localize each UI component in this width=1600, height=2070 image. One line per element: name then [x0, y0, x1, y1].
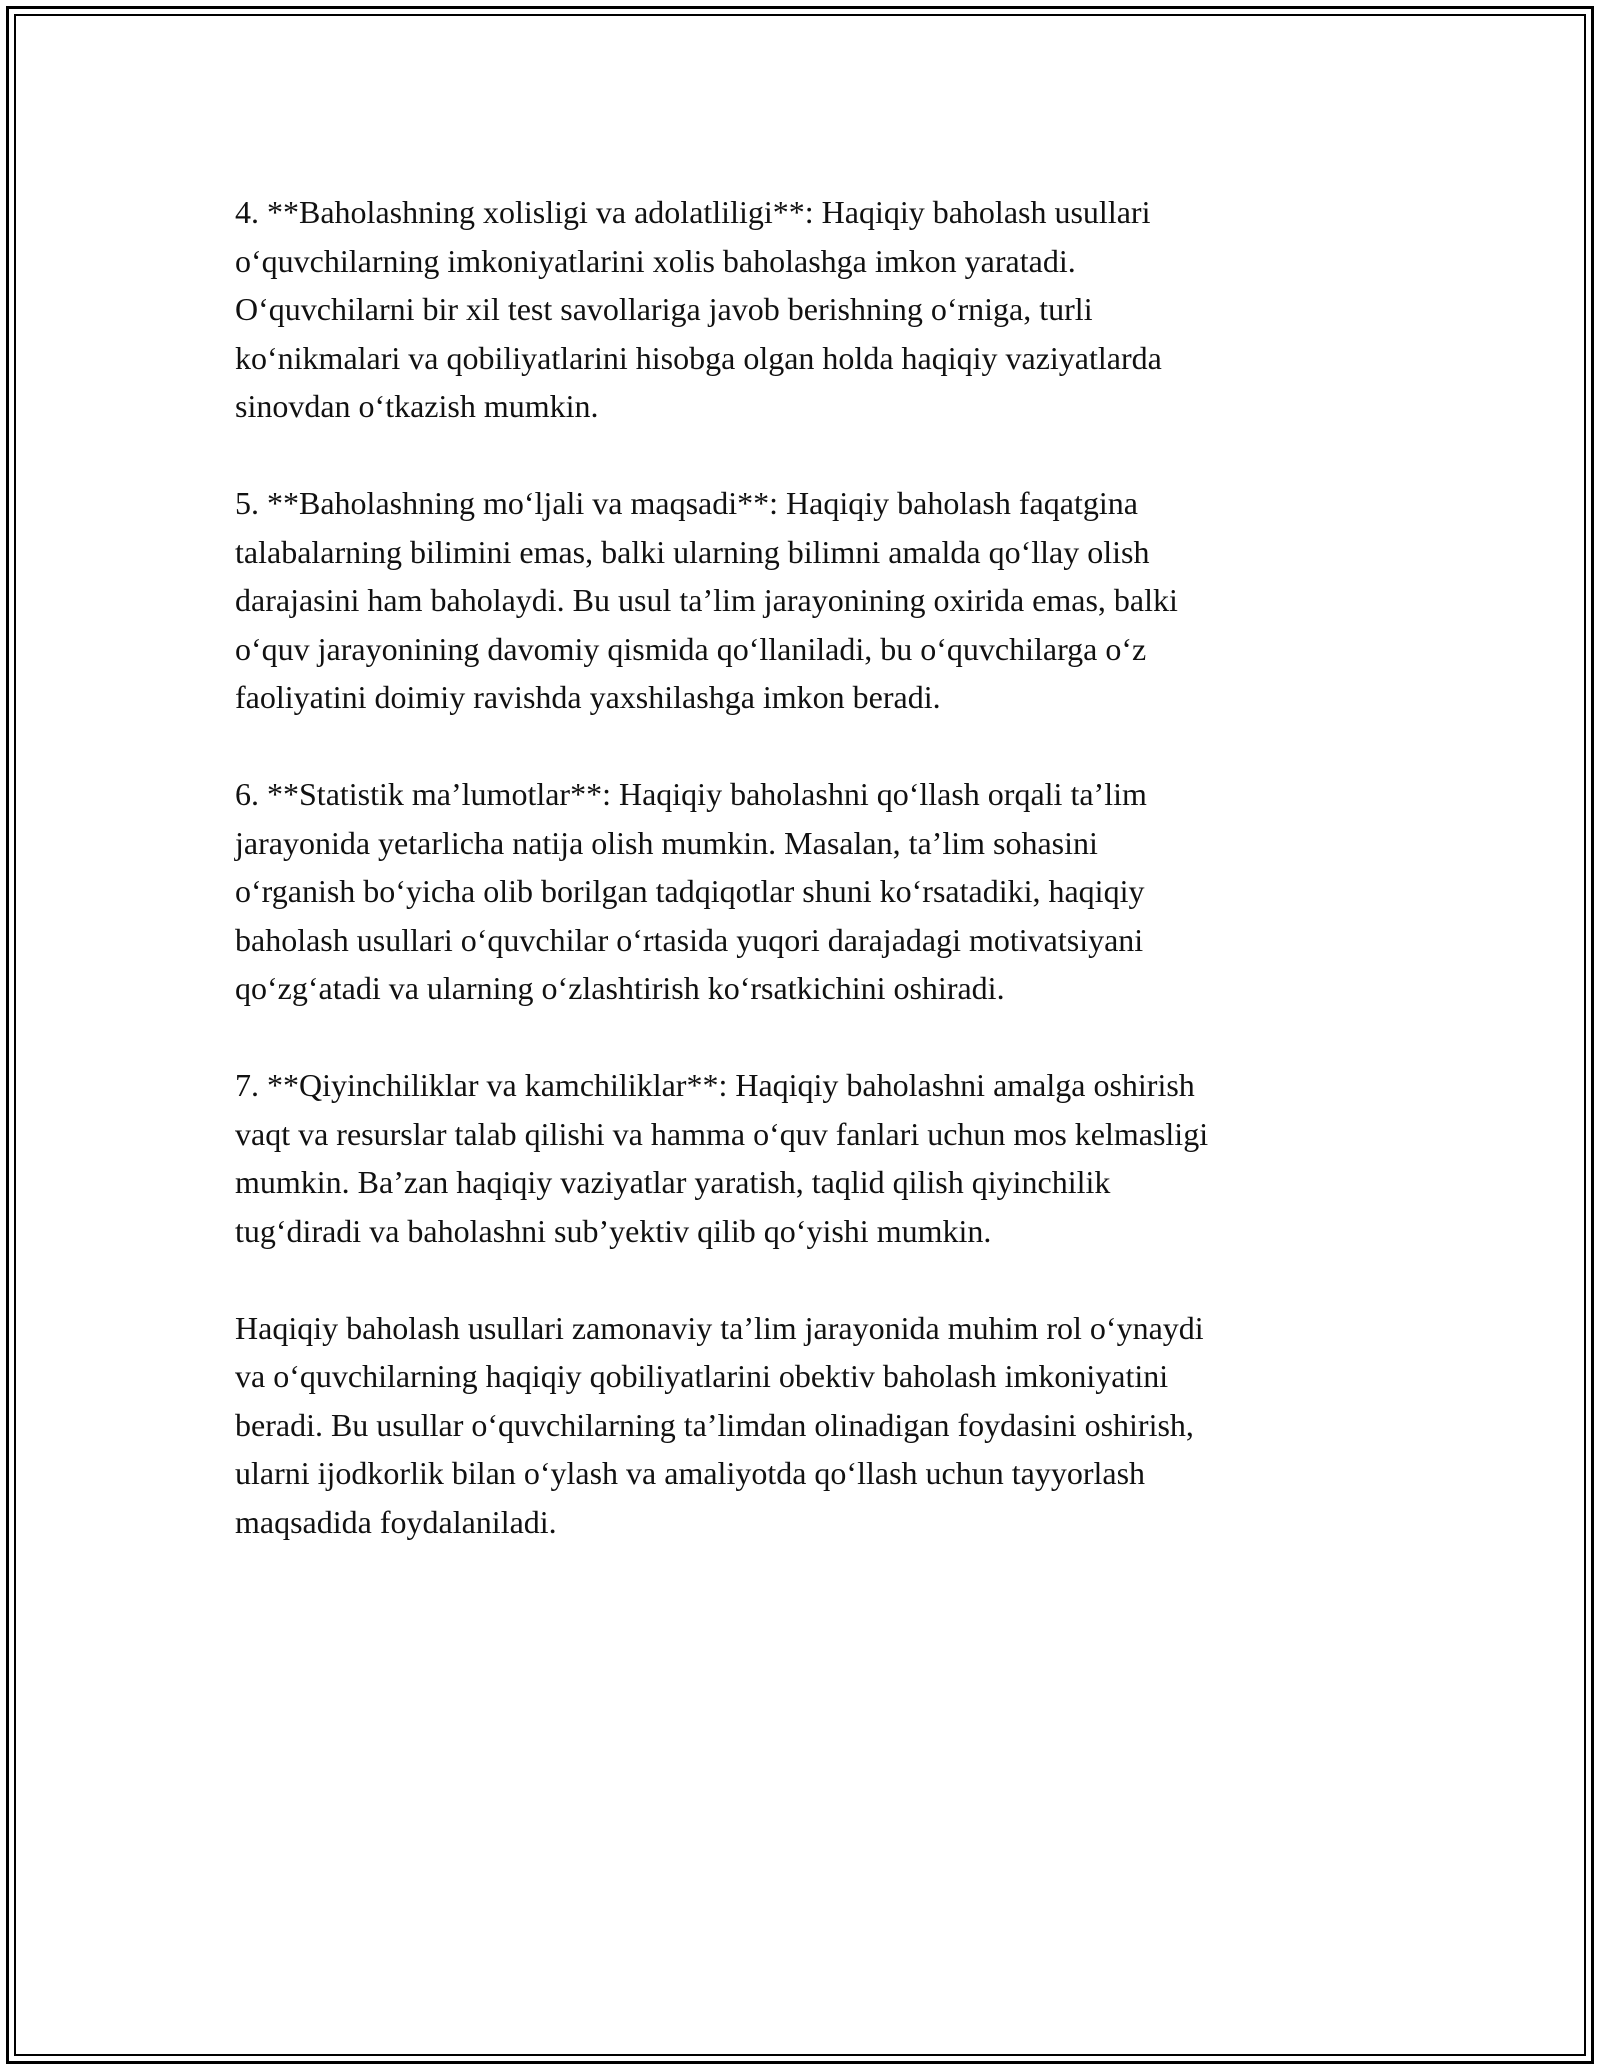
- paragraph-item-4: 4. **Baholashning xolisligi va adolatliligi**: Haqiqiy baholash usullari o‘quvchilarning imkoniyatlarini xolis baholashga imkon yaratadi. O‘quvchilarni bir xil test savollariga javob berishning o‘rniga, turli ko‘nikmalari va qobiliyatlarini hisobga olgan holda haqiqiy vaziyatlarda sinovdan o‘tkazish mumkin.: [235, 194, 1162, 424]
- paragraph-item-7: 7. **Qiyinchiliklar va kamchiliklar**: Haqiqiy baholashni amalga oshirish vaqt va resurslar talab qilishi va hamma o‘quv fanlari uchun mos kelmasligi mumkin. Ba’zan haqiqiy vaziyatlar yaratish, taqlid qilish qiyinchilik tug‘diradi va baholashni sub’yektiv qilib qo‘yishi mumkin.: [235, 1067, 1209, 1249]
- paragraph-conclusion: Haqiqiy baholash usullari zamonaviy ta’lim jarayonida muhim rol o‘ynaydi va o‘quvchilarning haqiqiy qobiliyatlarini obektiv baholash imkoniyatini beradi. Bu usullar o‘quvchilarning ta’limdan olinadigan foydasini oshirish, ularni ijodkorlik bilan o‘ylash va amaliyotda qo‘llash uchun tayyorlash maqsadida foydalaniladi.: [235, 1309, 1204, 1540]
- paragraph-item-5: 5. **Baholashning mo‘ljali va maqsadi**: Haqiqiy baholash faqatgina talabalarning bilimini emas, balki ularning bilimni amalda qo‘llay olish darajasini ham baholaydi. Bu usul ta’lim jarayonining oxirida emas, balki o‘quv jarayonining davomiy qismida qo‘llaniladi, bu o‘quvchilarga o‘z faoliyatini doimiy ravishda yaxshilashga imkon beradi.: [235, 485, 1178, 715]
- document-body: [235, 188, 1375, 1546]
- paragraph-item-6: 6. **Statistik ma’lumotlar**: Haqiqiy baholashni qo‘llash orqali ta’lim jarayonida yetarlicha natija olish mumkin. Masalan, ta’lim sohasini o‘rganish bo‘yicha olib borilgan tadqiqotlar shuni ko‘rsatadiki, haqiqiy baholash usullari o‘quvchilar o‘rtasida yuqori darajadagi motivatsiyani qo‘zg‘atadi va ularning o‘zlashtirish ko‘rsatkichini oshiradi.: [235, 776, 1147, 1006]
